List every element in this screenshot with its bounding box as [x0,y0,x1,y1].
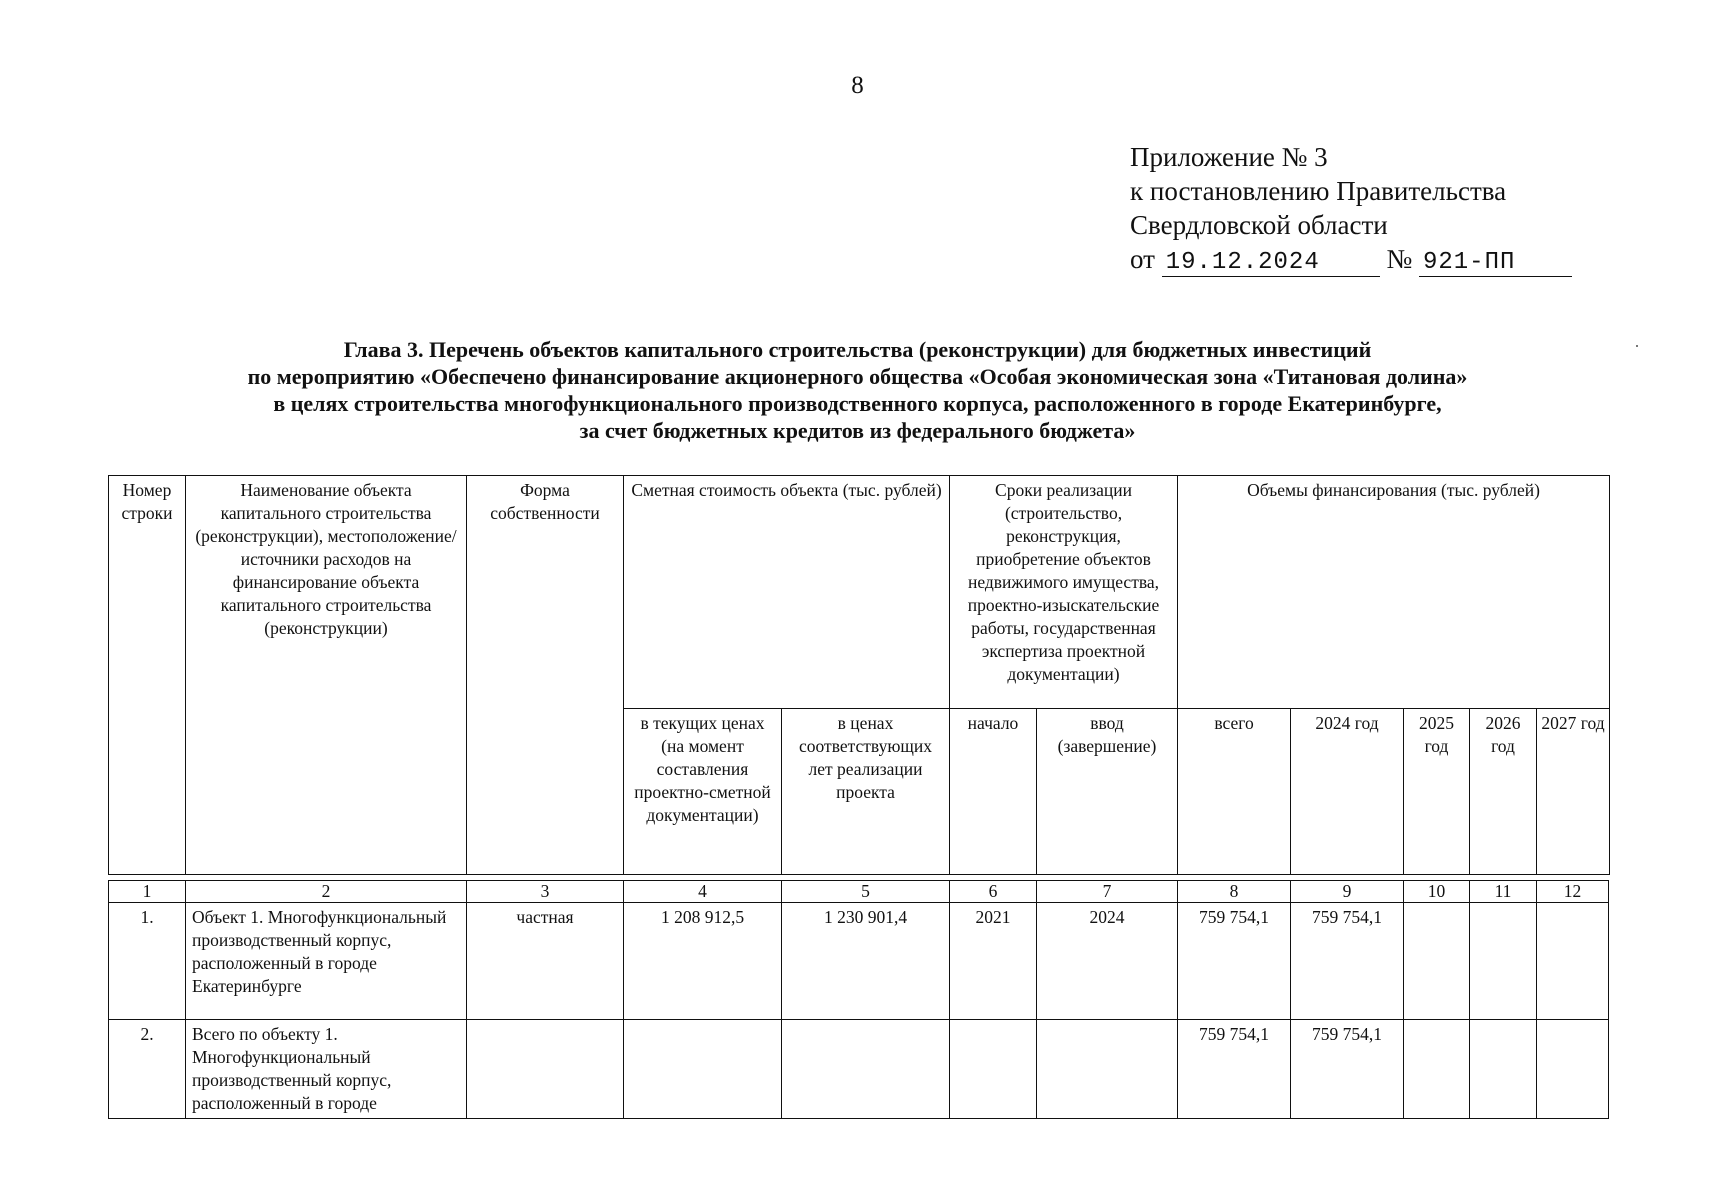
cell-cost-current [624,1020,782,1119]
header-2026: 2026 год [1470,709,1537,875]
cell-2027 [1537,1020,1609,1119]
cell-cost-years: 1 230 901,4 [782,903,950,1020]
column-number: 6 [950,881,1037,903]
cell-object-name: Всего по объекту 1. Многофункциональный производственный корпус, расположенный в городе [186,1020,467,1119]
header-financing: Объемы финансирования (тыс. рублей) [1178,476,1610,709]
scan-speck [1636,345,1638,347]
cell-cost-current: 1 208 912,5 [624,903,782,1020]
table-row [109,1020,1609,1119]
cell-2024: 759 754,1 [1291,903,1404,1020]
chapter-title-line: Глава 3. Перечень объектов капитального строительства (реконструкции) для бюджетных инвестиций [343,337,1372,362]
cell-start [950,1020,1037,1119]
cell-object-name: Объект 1. Многофункциональный производственный корпус, расположенный в городе Екатеринбурге [186,903,467,1020]
chapter-title-line: по мероприятию «Обеспечено финансирование акционерного общества «Особая экономическая зона «Титановая долина» [247,364,1468,389]
appendix-region-line: Свердловской области [1130,210,1388,240]
cell-ownership: частная [467,903,624,1020]
header-object-name: Наименование объекта капитального строительства (реконструкции), местоположение/источники расходов на финансирование объекта капитального строительства (реконструкции) [186,476,467,875]
column-number: 4 [624,881,782,903]
cell-2024: 759 754,1 [1291,1020,1404,1119]
table-row [109,903,1609,1020]
column-number: 9 [1291,881,1404,903]
page-number: 8 [851,72,864,99]
cell-row-number: 1. [109,903,186,1020]
appendix-title: Приложение № 3 [1130,142,1328,172]
appendix-date-line [1130,242,1572,277]
chapter-title-line: за счет бюджетных кредитов из федерального бюджета» [579,418,1136,443]
column-number: 12 [1537,881,1609,903]
header-terms: Сроки реализации (строительство, реконструкция, приобретение объектов недвижимого имущества, проектно-изыскательские работы, государственная экспертиза проектной документации) [950,476,1178,709]
appendix-resolution-line: к постановлению Правительства [1130,176,1507,206]
table-header [108,475,1610,875]
resolution-date: 19.12.2024 [1162,250,1380,277]
cell-cost-years [782,1020,950,1119]
cell-ownership [467,1020,624,1119]
header-total: всего [1178,709,1291,875]
cell-2026 [1470,903,1537,1020]
column-number: 8 [1178,881,1291,903]
appendix-block [1130,140,1572,277]
header-estimated-cost: Сметная стоимость объекта (тыс. рублей) [624,476,950,709]
table-body [108,880,1609,1119]
column-number: 1 [109,881,186,903]
column-number: 5 [782,881,950,903]
cell-2027 [1537,903,1609,1020]
chapter-title [100,336,1615,444]
header-start: начало [950,709,1037,875]
number-label: № [1386,244,1413,274]
column-numbers-row [109,881,1609,903]
chapter-title-line: в целях строительства многофункционального производственного корпуса, расположенного в городе Екатеринбурге, [273,391,1442,416]
cell-end [1037,1020,1178,1119]
cell-total: 759 754,1 [1178,903,1291,1020]
header-2027: 2027 год [1537,709,1610,875]
column-number: 3 [467,881,624,903]
header-end: ввод (завершение) [1037,709,1178,875]
cell-2026 [1470,1020,1537,1119]
column-number: 2 [186,881,467,903]
from-label: от [1130,244,1155,274]
cell-total: 759 754,1 [1178,1020,1291,1119]
header-2025: 2025 год [1404,709,1470,875]
cell-start: 2021 [950,903,1037,1020]
resolution-number: 921-ПП [1419,250,1572,277]
header-2024: 2024 год [1291,709,1404,875]
header-cost-current: в текущих ценах (на момент составления проектно-сметной документации) [624,709,782,875]
header-row-number: Номер строки [109,476,186,875]
cell-end: 2024 [1037,903,1178,1020]
header-cost-years: в ценах соответствующих лет реализации проекта [782,709,950,875]
column-number: 11 [1470,881,1537,903]
cell-2025 [1404,903,1470,1020]
cell-row-number: 2. [109,1020,186,1119]
column-number: 7 [1037,881,1178,903]
header-ownership: Форма собственности [467,476,624,875]
cell-2025 [1404,1020,1470,1119]
column-number: 10 [1404,881,1470,903]
